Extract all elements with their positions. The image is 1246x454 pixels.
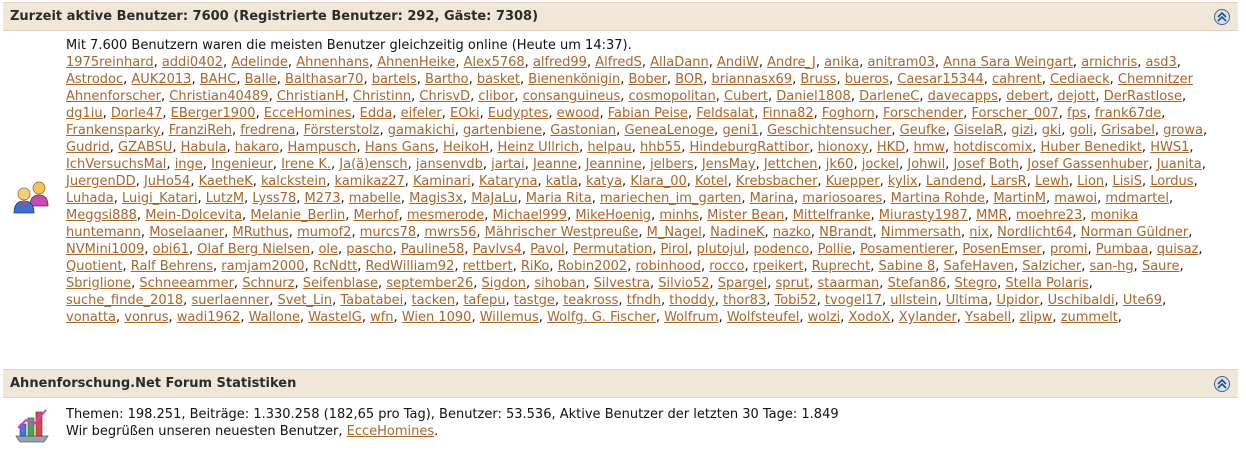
- user-link[interactable]: cahrent: [992, 72, 1042, 87]
- user-link[interactable]: RiKo: [520, 259, 550, 274]
- collapse-online-button[interactable]: [1214, 9, 1230, 25]
- user-link[interactable]: Sbriglione: [66, 276, 132, 291]
- user-link[interactable]: Pavlvs4: [472, 242, 522, 257]
- user-link[interactable]: Irene K.: [281, 157, 332, 172]
- user-link[interactable]: cosmopolitan: [628, 89, 716, 104]
- user-link[interactable]: Pirol: [660, 242, 689, 257]
- user-link[interactable]: Spargel: [717, 276, 768, 291]
- user-link[interactable]: Uschibaldi: [1047, 293, 1115, 308]
- user-link[interactable]: wfn: [370, 310, 394, 325]
- user-link[interactable]: HKD: [876, 140, 906, 155]
- user-link[interactable]: tafepu: [463, 293, 506, 308]
- stats-body: [3, 400, 1238, 450]
- user-link[interactable]: bartels: [371, 72, 417, 87]
- user-link[interactable]: anika: [824, 55, 860, 70]
- user-link[interactable]: Melanie_Berlin: [250, 208, 346, 223]
- user-link[interactable]: Luhada: [66, 191, 114, 206]
- user-link[interactable]: Cubert: [724, 89, 769, 104]
- user-link[interactable]: Moselaaner: [149, 225, 225, 240]
- user-link[interactable]: hionoxy: [817, 140, 869, 155]
- user-link[interactable]: Pollie: [817, 242, 852, 257]
- user-link[interactable]: staarman: [817, 276, 880, 291]
- user-link[interactable]: Habula: [180, 140, 227, 155]
- user-link[interactable]: murcs78: [359, 225, 417, 240]
- user-link[interactable]: mumof2: [297, 225, 352, 240]
- user-link[interactable]: LutzM: [205, 191, 245, 206]
- user-link[interactable]: WastelG: [308, 310, 362, 325]
- user-link[interactable]: nazko: [772, 225, 811, 240]
- user-link[interactable]: Alex5768: [463, 55, 525, 70]
- user-link[interactable]: plutojul: [696, 242, 746, 257]
- user-link[interactable]: Andre_J: [767, 55, 816, 70]
- user-link[interactable]: GiselaR: [953, 123, 1003, 138]
- user-link[interactable]: Nordlicht64: [997, 225, 1073, 240]
- user-link[interactable]: GZABSU: [118, 140, 173, 155]
- user-link[interactable]: Quotient: [66, 259, 123, 274]
- user-link[interactable]: ullstein: [890, 293, 938, 308]
- user-link[interactable]: mdmartel: [1105, 191, 1169, 206]
- user-link[interactable]: Meggsi888: [66, 208, 137, 223]
- user-link[interactable]: HWS1: [1150, 140, 1190, 155]
- user-link[interactable]: Huber Benedikt: [1040, 140, 1142, 155]
- user-link[interactable]: Landend: [925, 174, 983, 189]
- user-link[interactable]: Ja(ä)ensch: [339, 157, 408, 172]
- user-link[interactable]: Johwil: [907, 157, 946, 172]
- user-link[interactable]: zummelt: [1060, 310, 1118, 325]
- user-link[interactable]: AlfredS: [595, 55, 642, 70]
- user-link[interactable]: monika huntemann: [66, 208, 1139, 240]
- user-link[interactable]: gartenbiene: [462, 123, 542, 138]
- user-link[interactable]: IchVersuchsMal: [66, 157, 167, 172]
- user-link[interactable]: Salzicher: [1022, 259, 1082, 274]
- user-link[interactable]: minhs: [659, 208, 699, 223]
- user-link[interactable]: rocco: [709, 259, 745, 274]
- user-link[interactable]: Daniel1808: [776, 89, 851, 104]
- user-link[interactable]: obi61: [152, 242, 190, 257]
- user-link[interactable]: EBerger1900: [170, 106, 256, 121]
- user-link[interactable]: MMR: [976, 208, 1008, 223]
- user-link[interactable]: Foghorn: [821, 106, 875, 121]
- user-link[interactable]: Xylander: [898, 310, 957, 325]
- user-link[interactable]: AllaDann: [650, 55, 709, 70]
- user-link[interactable]: MartinM: [993, 191, 1047, 206]
- user-link[interactable]: san-hg: [1089, 259, 1134, 274]
- user-link[interactable]: MRuthus: [232, 225, 289, 240]
- record-text: Mit 7.600 Benutzern waren die meisten Benutzer gleichzeitig online (Heute um 14:37).: [66, 38, 632, 53]
- user-link[interactable]: nix: [969, 225, 989, 240]
- user-link[interactable]: thoddy: [669, 293, 715, 308]
- user-link[interactable]: ChristianH: [276, 89, 345, 104]
- online-users-body: [3, 33, 1238, 364]
- user-link[interactable]: Ysabell: [965, 310, 1012, 325]
- user-link[interactable]: hotdiscomix: [953, 140, 1033, 155]
- user-link[interactable]: Seifenblase: [302, 276, 379, 291]
- user-link[interactable]: Dorle47: [110, 106, 163, 121]
- user-link[interactable]: gamakichi: [387, 123, 455, 138]
- user-link[interactable]: promi: [1049, 242, 1088, 257]
- user-link[interactable]: Mährischer Westpreuße: [484, 225, 639, 240]
- user-link[interactable]: kylix: [887, 174, 918, 189]
- user-link[interactable]: Wien 1090: [401, 310, 472, 325]
- user-link[interactable]: Josef Both: [953, 157, 1020, 172]
- user-link[interactable]: Jeanne: [533, 157, 578, 172]
- user-link[interactable]: Pauline58: [400, 242, 465, 257]
- user-link[interactable]: Fabian Peise: [607, 106, 688, 121]
- user-link[interactable]: MaJaLu: [471, 191, 518, 206]
- user-link[interactable]: Schneeammer: [139, 276, 234, 291]
- user-link[interactable]: wolzi: [807, 310, 841, 325]
- user-link[interactable]: katya: [586, 174, 623, 189]
- user-link[interactable]: dejott: [1057, 89, 1096, 104]
- stats-header: [3, 369, 1238, 398]
- user-link[interactable]: alfred99: [532, 55, 587, 70]
- user-link[interactable]: Klara_00: [630, 174, 687, 189]
- user-link[interactable]: Magis3x: [409, 191, 463, 206]
- user-link[interactable]: Jettchen: [763, 157, 818, 172]
- user-link[interactable]: Stefan86: [887, 276, 947, 291]
- user-link[interactable]: tvogel17: [824, 293, 883, 308]
- user-link[interactable]: AhnenHeike: [377, 55, 456, 70]
- user-link[interactable]: Kuepper: [825, 174, 880, 189]
- user-link[interactable]: PosenEmser: [962, 242, 1042, 257]
- user-link[interactable]: Robin2002: [557, 259, 628, 274]
- user-link[interactable]: Lion: [1077, 174, 1105, 189]
- user-link[interactable]: Juanita: [1156, 157, 1202, 172]
- user-link[interactable]: teakross: [563, 293, 619, 308]
- user-link[interactable]: Chemnitzer Ahnenforscher: [66, 72, 1193, 104]
- user-link[interactable]: Ruprecht: [811, 259, 871, 274]
- user-link[interactable]: Olaf Berg Nielsen: [197, 242, 311, 257]
- user-link[interactable]: Luigi_Katari: [121, 191, 198, 206]
- user-link[interactable]: Mein-Dolcevita: [145, 208, 243, 223]
- user-link[interactable]: SafeHaven: [943, 259, 1014, 274]
- user-link[interactable]: asd3: [1145, 55, 1177, 70]
- user-link[interactable]: Bartho: [425, 72, 469, 87]
- user-link[interactable]: september26: [386, 276, 474, 291]
- user-link[interactable]: Grisabel: [1101, 123, 1155, 138]
- welcome-suffix: .: [434, 424, 439, 439]
- user-link[interactable]: Pumbaa: [1095, 242, 1149, 257]
- user-link[interactable]: 1975reinhard: [66, 55, 154, 70]
- user-link[interactable]: AUK2013: [131, 72, 192, 87]
- user-link[interactable]: Eudyptes: [487, 106, 549, 121]
- user-link[interactable]: Försterstolz: [303, 123, 380, 138]
- user-link[interactable]: Astrodoc: [66, 72, 124, 87]
- user-link[interactable]: sprut: [775, 276, 810, 291]
- user-link[interactable]: Geschichtensucher: [767, 123, 892, 138]
- user-link[interactable]: NVMini1009: [66, 242, 145, 257]
- welcome-prefix: Wir begrüßen unseren neuesten Benutzer,: [66, 424, 347, 439]
- user-link[interactable]: vonatta: [66, 310, 117, 325]
- user-link[interactable]: rettbert: [462, 259, 513, 274]
- user-link[interactable]: EcceHomines: [263, 106, 352, 121]
- user-link[interactable]: RedWilliam92: [365, 259, 455, 274]
- user-link[interactable]: podenco: [753, 242, 810, 257]
- user-link[interactable]: fps: [1066, 106, 1087, 121]
- user-link[interactable]: fredrena: [240, 123, 296, 138]
- user-link[interactable]: Ralf Behrens: [130, 259, 213, 274]
- stats-text: [66, 406, 1216, 440]
- user-link[interactable]: Norman Güldner: [1080, 225, 1189, 240]
- user-list: 1975reinhard, addi0402, Adelinde, Ahnenhans, AhnenHeike, Alex5768, alfred99, AlfredS, AllaDann, AndiW, Andre_J, anika, anitram03, Anna Sara Weingart, arnichris, asd3, Astrodoc, AUK2013, BAHC, Balle, Balthasar70, bartels, Bartho, basket, Bienenkönigin, Bober, BOR, briannasx69, Bruss, bueros, Caesar15344, cahrent, Cediaeck, Chemnitzer Ahnenforscher, Christian40489, ChristianH, Christinn, ChrisvD, clibor, consanguineus, cosmopolitan, Cubert, Daniel1808, DarleneC, davecapps, debert, dejott, DerRastlose, dg1iu, Dorle47, EBerger1900, EcceHomines, Edda, eifeler, EOki, Eudyptes, ewood, Fabian Peise, Feldsalat, Finna82, Foghorn, Forschender, Forscher_007, fps, frank67de, Frankensparky, FranziReh, fredrena, Försterstolz, gamakichi, gartenbiene, Gastonian, GeneaLenoge, geni1, Geschichtensucher, Geufke, GiselaR, gizi, gki, goli, Grisabel, growa, Gudrid, GZABSU, Habula, hakaro, Hampusch, Hans Gans, HeikoH, Heinz Ullrich, helpau, hhb55, HindeburgRattibor, hionoxy, HKD, hmw, hotdiscomix, Huber Benedikt, HWS1, IchVersuchsMal, inge, Ingenieur, Irene K., Ja(ä)ensch, jansenvdb, jartai, Jeanne, Jeannine, jelbers, JensMay, Jettchen, jk60, jockel, Johwil, Josef Both, Josef Gassenhuber, Juanita, JuergenDD, JuHo54, KaetheK, kalckstein, kamikaz27, Kaminari, Kataryna, katla, katya, Klara_00, Kotel, Krebsbacher, Kuepper, kylix, Landend, LarsR, Lewh, Lion, LisiS, Lordus, Luhada, Luigi_Katari, LutzM, Lyss78, M273, mabelle, Magis3x, MaJaLu, Maria Rita, mariechen_im_garten, Marina, mariosoares, Martina Rohde, MartinM, mawoi, mdmartel, Meggsi888, Mein-Dolcevita, Melanie_Berlin, Merhof, mesmerode, Michael999, MikeHoenig, minhs, Mister Bean, Mittelfranke, Miurasty1987, MMR, moehre23, monika huntemann, Moselaaner, MRuthus, mumof2, murcs78, mwrs56, Mährischer Westpreuße, M_Nagel, NadineK, nazko, NBrandt, Nimmersath, nix, Nordlicht64, Norman Güldner, NVMini1009, obi61, Olaf Berg Nielsen, ole, pascho, Pauline58, Pavlvs4, Pavol, Permutation, Pirol, plutojul, podenco, Pollie, Posamentierer, PosenEmser, promi, Pumbaa, quisaz, Quotient, Ralf Behrens, ramjam2000, RcNdtt, RedWilliam92, rettbert, RiKo, Robin2002, robinhood, rocco, rpeikert, Ruprecht, Sabine 8, SafeHaven, Salzicher, san-hg, Saure, Sbriglione, Schneeammer, Schnurz, Seifenblase, september26, Sigdon, sihoban, Silvestra, Silvio52, Spargel, sprut, staarman, Stefan86, Stegro, Stella Polaris, suche_finde_2018, suerlaenner, Svet_Lin, Tabatabei, tacken, tafepu, tastge, teakross, tfndh, thoddy, thor83, Tobi52, tvogel17, ullstein, Ultima, Upidor, Uschibaldi, Ute69, vonatta, vonrus, wadi1962, Wallone, WastelG, wfn, Wien 1090, Willemus, Wolfg. G. Fischer, Wolfrum, Wolfsteufel, wolzi, XodoX, Xylander, Ysabell, zlipw, zummelt,: [66, 55, 1208, 325]
- user-link[interactable]: tfndh: [626, 293, 662, 308]
- user-link[interactable]: Frankensparky: [66, 123, 161, 138]
- user-link[interactable]: LisiS: [1112, 174, 1142, 189]
- user-link[interactable]: Jeannine: [585, 157, 642, 172]
- user-link[interactable]: Heinz Ullrich: [497, 140, 580, 155]
- user-link[interactable]: Balle: [244, 72, 277, 87]
- user-link[interactable]: goli: [1069, 123, 1093, 138]
- user-link[interactable]: EOki: [450, 106, 480, 121]
- user-link[interactable]: Kataryna: [478, 174, 538, 189]
- user-link[interactable]: rpeikert: [752, 259, 804, 274]
- user-link[interactable]: Mister Bean: [707, 208, 785, 223]
- user-link[interactable]: Bruss: [800, 72, 837, 87]
- user-link[interactable]: vonrus: [124, 310, 169, 325]
- user-link[interactable]: NadineK: [710, 225, 765, 240]
- user-link[interactable]: robinhood: [635, 259, 701, 274]
- user-link[interactable]: Lordus: [1150, 174, 1194, 189]
- user-link[interactable]: suche_finde_2018: [66, 293, 184, 308]
- user-link[interactable]: Michael999: [492, 208, 568, 223]
- user-link[interactable]: tacken: [411, 293, 456, 308]
- user-link[interactable]: jk60: [825, 157, 854, 172]
- user-link[interactable]: XodoX: [848, 310, 891, 325]
- user-link[interactable]: GeneaLenoge: [624, 123, 715, 138]
- user-link[interactable]: helpau: [587, 140, 632, 155]
- user-link[interactable]: Schnurz: [242, 276, 295, 291]
- user-link[interactable]: Pavol: [530, 242, 565, 257]
- collapse-up-icon: [1217, 379, 1227, 389]
- user-link[interactable]: Miurasty1987: [878, 208, 968, 223]
- user-link[interactable]: hakaro: [234, 140, 280, 155]
- user-link[interactable]: jelbers: [649, 157, 694, 172]
- online-users-text: [66, 37, 1216, 326]
- user-link[interactable]: dg1iu: [66, 106, 103, 121]
- user-link[interactable]: Willemus: [479, 310, 539, 325]
- user-link[interactable]: Svet_Lin: [277, 293, 333, 308]
- user-link[interactable]: Josef Gassenhuber: [1027, 157, 1149, 172]
- user-link[interactable]: wadi1962: [176, 310, 241, 325]
- user-link[interactable]: BOR: [675, 72, 704, 87]
- user-link[interactable]: Mittelfranke: [792, 208, 871, 223]
- user-link[interactable]: HeikoH: [443, 140, 490, 155]
- user-link[interactable]: Lyss78: [252, 191, 297, 206]
- user-link[interactable]: arnichris: [1081, 55, 1138, 70]
- user-link[interactable]: Tobi52: [774, 293, 817, 308]
- user-link[interactable]: Nimmersath: [880, 225, 961, 240]
- user-link[interactable]: Wolfg. G. Fischer: [547, 310, 656, 325]
- user-link[interactable]: Ute69: [1122, 293, 1163, 308]
- user-link[interactable]: Wolfsteufel: [726, 310, 800, 325]
- user-link[interactable]: ole: [318, 242, 339, 257]
- user-link[interactable]: Caesar15344: [897, 72, 984, 87]
- user-link[interactable]: kalckstein: [260, 174, 327, 189]
- user-link[interactable]: mesmerode: [406, 208, 485, 223]
- user-link[interactable]: Permutation: [572, 242, 653, 257]
- user-link[interactable]: Silvestra: [593, 276, 650, 291]
- user-link[interactable]: jartai: [491, 157, 525, 172]
- user-link[interactable]: zlipw: [1019, 310, 1053, 325]
- user-link[interactable]: JensMay: [701, 157, 756, 172]
- user-link[interactable]: Anna Sara Weingart: [943, 55, 1073, 70]
- user-link[interactable]: tastge: [513, 293, 555, 308]
- stats-title: Ahnenforschung.Net Forum Statistiken: [10, 376, 297, 391]
- user-link[interactable]: FranziReh: [168, 123, 232, 138]
- user-link[interactable]: MikeHoenig: [575, 208, 652, 223]
- user-link[interactable]: Ahnenhans: [296, 55, 370, 70]
- user-link[interactable]: Hans Gans: [364, 140, 435, 155]
- user-link[interactable]: Stella Polaris: [1005, 276, 1089, 291]
- user-link[interactable]: basket: [476, 72, 520, 87]
- user-link[interactable]: Balthasar70: [285, 72, 364, 87]
- user-link[interactable]: M273: [304, 191, 341, 206]
- user-link[interactable]: inge: [174, 157, 203, 172]
- user-link[interactable]: debert: [1006, 89, 1050, 104]
- user-link[interactable]: kamikaz27: [334, 174, 405, 189]
- user-link[interactable]: growa: [1163, 123, 1203, 138]
- user-link[interactable]: Sigdon: [481, 276, 527, 291]
- user-link[interactable]: Finna82: [762, 106, 814, 121]
- user-link[interactable]: DerRastlose: [1103, 89, 1182, 104]
- user-link[interactable]: eifeler: [400, 106, 442, 121]
- user-link[interactable]: clibor: [478, 89, 515, 104]
- online-users-header: [3, 2, 1238, 31]
- user-link[interactable]: Martina Rohde: [890, 191, 986, 206]
- user-link[interactable]: gizi: [1011, 123, 1034, 138]
- user-link[interactable]: Geufke: [899, 123, 946, 138]
- user-link[interactable]: thor83: [723, 293, 767, 308]
- user-link[interactable]: Edda: [359, 106, 393, 121]
- user-link[interactable]: bueros: [844, 72, 889, 87]
- user-link[interactable]: Tabatabei: [340, 293, 404, 308]
- user-link[interactable]: ChrisvD: [419, 89, 471, 104]
- user-link[interactable]: BAHC: [199, 72, 237, 87]
- user-link[interactable]: briannasx69: [711, 72, 793, 87]
- user-link[interactable]: Sabine 8: [878, 259, 936, 274]
- user-link[interactable]: addi0402: [161, 55, 224, 70]
- user-link[interactable]: anitram03: [867, 55, 935, 70]
- user-link[interactable]: M_Nagel: [646, 225, 702, 240]
- user-link[interactable]: geni1: [722, 123, 759, 138]
- user-link[interactable]: sihoban: [534, 276, 586, 291]
- user-link[interactable]: Silvio52: [658, 276, 710, 291]
- user-link[interactable]: ewood: [556, 106, 600, 121]
- user-link[interactable]: mwrs56: [424, 225, 477, 240]
- user-link[interactable]: Bienenkönigin: [528, 72, 621, 87]
- user-link[interactable]: Wolfrum: [664, 310, 719, 325]
- collapse-stats-button[interactable]: [1214, 376, 1230, 392]
- user-link[interactable]: mariechen_im_garten: [599, 191, 742, 206]
- user-link[interactable]: RcNdtt: [312, 259, 358, 274]
- user-link[interactable]: KaetheK: [198, 174, 253, 189]
- user-link[interactable]: consanguineus: [522, 89, 621, 104]
- collapse-up-icon: [1217, 12, 1227, 22]
- users-group-icon: [12, 180, 52, 216]
- user-link[interactable]: JuHo54: [143, 174, 191, 189]
- user-link[interactable]: davecapps: [927, 89, 998, 104]
- user-link[interactable]: jansenvdb: [415, 157, 483, 172]
- user-link[interactable]: Forschender: [882, 106, 964, 121]
- statistics-chart-icon: [12, 406, 52, 444]
- user-link[interactable]: Upidor: [996, 293, 1040, 308]
- stats-line: Themen: 198.251, Beiträge: 1.330.258 (182,65 pro Tag), Benutzer: 53.536, Aktive Benutzer der letzten 30 Tage: 1.849: [66, 407, 839, 422]
- user-link[interactable]: Stegro: [954, 276, 998, 291]
- user-link[interactable]: mabelle: [348, 191, 401, 206]
- welcome-line: [66, 423, 1216, 440]
- user-link[interactable]: ramjam2000: [221, 259, 305, 274]
- user-link[interactable]: hhb55: [640, 140, 682, 155]
- user-link[interactable]: Christinn: [352, 89, 412, 104]
- user-link[interactable]: pascho: [346, 242, 393, 257]
- user-link[interactable]: katla: [545, 174, 578, 189]
- user-link[interactable]: hmw: [913, 140, 945, 155]
- user-link[interactable]: quisaz: [1156, 242, 1199, 257]
- user-link[interactable]: jockel: [861, 157, 900, 172]
- user-link[interactable]: mawoi: [1054, 191, 1098, 206]
- user-link[interactable]: Hampusch: [287, 140, 357, 155]
- user-link[interactable]: Posamentierer: [860, 242, 955, 257]
- user-link[interactable]: Kotel: [695, 174, 728, 189]
- user-link[interactable]: Adelinde: [231, 55, 288, 70]
- user-link[interactable]: Wallone: [248, 310, 301, 325]
- user-link[interactable]: Lewh: [1034, 174, 1069, 189]
- user-link[interactable]: mariosoares: [802, 191, 883, 206]
- user-link[interactable]: moehre23: [1015, 208, 1083, 223]
- user-link[interactable]: HindeburgRattibor: [689, 140, 810, 155]
- user-link[interactable]: suerlaenner: [191, 293, 270, 308]
- newest-user-link[interactable]: EcceHomines: [346, 424, 435, 439]
- user-link[interactable]: Ultima: [945, 293, 989, 308]
- user-link[interactable]: Merhof: [353, 208, 399, 223]
- user-link[interactable]: JuergenDD: [66, 174, 136, 189]
- user-link[interactable]: Feldsalat: [696, 106, 755, 121]
- user-link[interactable]: Cediaeck: [1050, 72, 1110, 87]
- user-link[interactable]: Gastonian: [550, 123, 617, 138]
- user-link[interactable]: Ingenieur: [211, 157, 273, 172]
- user-link[interactable]: Gudrid: [66, 140, 110, 155]
- user-link[interactable]: Christian40489: [169, 89, 269, 104]
- user-link[interactable]: NBrandt: [819, 225, 873, 240]
- user-link[interactable]: DarleneC: [859, 89, 920, 104]
- user-link[interactable]: Bober: [628, 72, 667, 87]
- user-link[interactable]: Forscher_007: [971, 106, 1059, 121]
- user-link[interactable]: frank67de: [1094, 106, 1162, 121]
- user-link[interactable]: AndiW: [716, 55, 759, 70]
- user-link[interactable]: gki: [1041, 123, 1062, 138]
- user-link[interactable]: LarsR: [990, 174, 1027, 189]
- user-link[interactable]: Krebsbacher: [735, 174, 818, 189]
- user-link[interactable]: Kaminari: [412, 174, 471, 189]
- user-link[interactable]: Marina: [749, 191, 794, 206]
- user-link[interactable]: Saure: [1141, 259, 1180, 274]
- online-users-title: Zurzeit aktive Benutzer: 7600 (Registrierte Benutzer: 292, Gäste: 7308): [10, 9, 539, 24]
- user-link[interactable]: Maria Rita: [525, 191, 592, 206]
